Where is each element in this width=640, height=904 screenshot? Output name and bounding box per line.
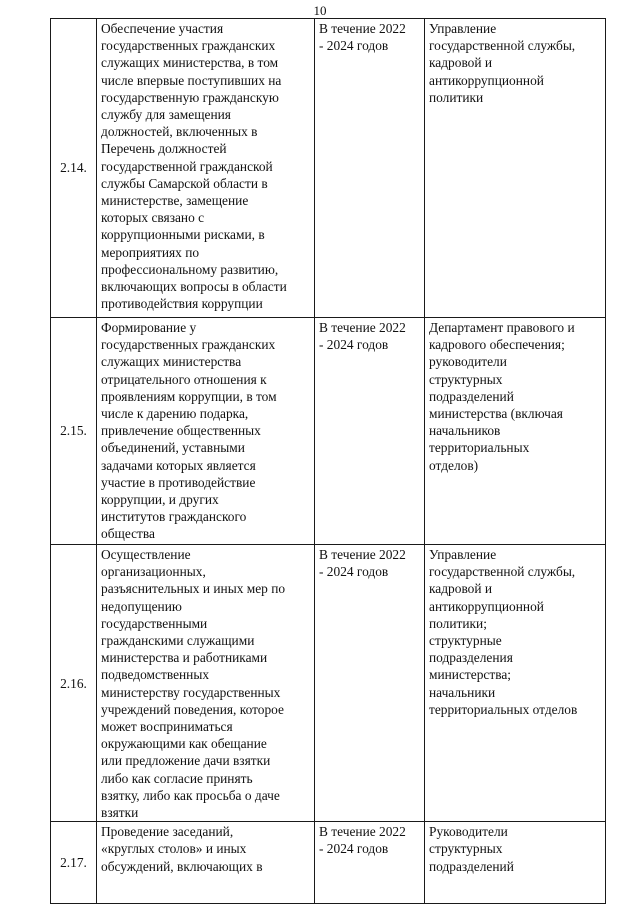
responsible-cell [425,318,606,545]
period-text: В течение 2022 - 2024 годов [319,320,406,353]
period-text: В течение 2022 - 2024 годов [319,21,406,54]
measure-cell [97,318,315,545]
period-text: В течение 2022 - 2024 годов [319,824,406,857]
responsible-cell [425,19,606,318]
page-number: 10 [313,3,327,18]
measure-cell [97,822,315,904]
table-row [51,19,606,318]
measure-cell [97,19,315,318]
row-number: 2.16. [51,545,97,822]
period-cell [315,318,425,545]
responsible-text: Руководители структурных подразделений [429,824,514,874]
table-row [51,545,606,822]
period-text: В течение 2022 - 2024 годов [319,547,406,580]
period-cell [315,545,425,822]
action-plan-table [50,18,606,904]
row-number: 2.14. [51,19,97,318]
responsible-text: Управление государственной службы, кадровой и антикоррупционной политики; структурные подразделения министерства; начальники территориальных отделов [429,547,578,717]
row-number: 2.15. [51,318,97,545]
row-number: 2.17. [51,822,97,904]
responsible-cell [425,545,606,822]
measure-cell [97,545,315,822]
period-cell [315,822,425,904]
table-row [51,318,606,545]
period-cell [315,19,425,318]
responsible-text: Департамент правового и кадрового обеспечения; руководители структурных подразделений министерства (включая начальников территориальных отделов) [429,320,575,473]
responsible-cell [425,822,606,904]
measure-text: Осуществление организационных, разъяснительных и иных мер по недопущению государственными гражданскими служащими министерства и работниками подведомственных министерству государственных учреждений поведения, которое может восприниматься окружающими как обещание или предложение дачи взятки либо как согласие принять взятку, либо как просьба о даче взятки [101,547,286,821]
measure-text: Формирование у государственных гражданских служащих министерства отрицательного отношения к проявлениям коррупции, в том числе к дарению подарка, привлечение общественных объединений, уставными задачами которых является участие в противодействие коррупции, и других институтов гражданского общества [101,320,277,542]
measure-text: Проведение заседаний, «круглых столов» и иных обсуждений, включающих в [101,824,263,874]
table-row [51,822,606,904]
measure-text: Обеспечение участия государственных гражданских служащих министерства, в том числе впервые поступивших на государственную гражданскую службу для замещения должностей, включенных в Перечень должностей государственной гражданской службы Самарской области в министерстве, замещение которых связано с коррупционными рисками, в мероприятиях по профессиональному развитию, включающих вопросы в области противодействия коррупции [101,21,287,312]
responsible-text: Управление государственной службы, кадровой и антикоррупционной политики [429,21,576,105]
